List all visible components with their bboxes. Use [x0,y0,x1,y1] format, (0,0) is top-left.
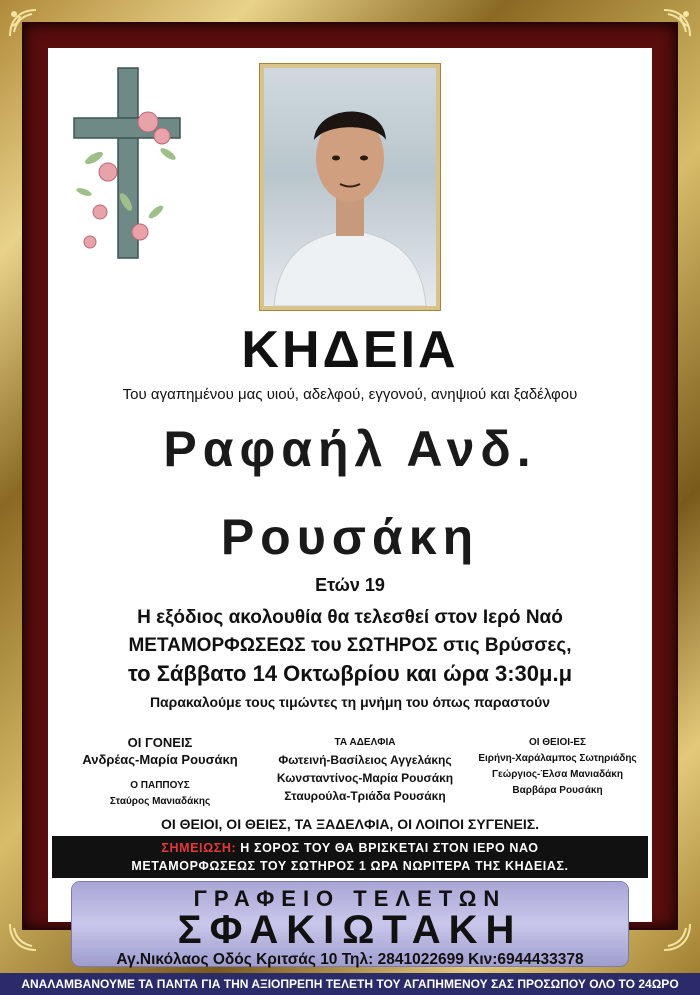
note-label: ΣΗΜΕΙΩΣΗ: [161,841,237,855]
parents-names: Ανδρέας-Μαρία Ρουσάκη [82,752,238,767]
gold-flourish-icon [660,6,694,40]
note-box [52,836,648,878]
office-name: ΣΦΑΚΙΩΤΑΚΗ [177,908,523,952]
relatives-line: ΟΙ ΘΕΙΟΙ, ΟΙ ΘΕΙΕΣ, ΤΑ ΞΑΔΕΛΦΙΑ, ΟΙ ΛΟΙΠΟΙ ΣΥΓΕΝΕΙΣ. [160,816,540,832]
footer-banner: ΑΝΑΛΑΜΒΑΝΟΥΜΕ ΤΑ ΠΑΝΤΑ ΓΙΑ ΤΗΝ ΑΞΙΟΠΡΕΠΗ ΤΕΛΕΤΗ ΤΟΥ ΑΓΑΠΗΜΕΝΟΥ ΣΑΣ ΠΡΟΣΩΠΟΥ ΟΛΟ ΤΟ 24ΩΡΟ [0,973,700,995]
sibling-3: Σταυρούλα-Τριάδα Ρουσάκη [284,789,446,803]
parents-heading: ΟΙ ΓΟΝΕΙΣ [127,735,193,750]
note-text-1: Η ΣΟΡΟΣ ΤΟΥ ΘΑ ΒΡΙΣΚΕΤΑΙ ΣΤΟΝ ΙΕΡΟ ΝΑΟ [236,841,539,855]
request-text: Παρακαλούμε τους τιμώντες τη μνήμη του όπως παραστούν [149,694,551,710]
siblings-heading: ΤΑ ΑΔΕΛΦΙΑ [334,737,396,748]
portrait-photo [264,68,436,306]
service-line-3: το Σάββατο 14 Οκτωβρίου και ώρα 3:30μ.μ [127,661,573,686]
uncles-column [470,735,645,799]
grandfather-names: Σταύρος Μανιαδάκης [109,796,211,807]
parents-column [60,735,260,810]
uncles-heading: ΟΙ ΘΕΙΟΙ-ΕΣ [528,737,587,748]
gold-flourish-icon [660,920,694,954]
sibling-1: Φωτεινή-Βασίλειος Αγγελάκης [278,753,452,767]
sibling-2: Κωνσταντίνος-Μαρία Ρουσάκη [276,771,454,785]
age: Ετών 19 [315,575,385,595]
gold-flourish-icon [6,920,40,954]
note-line-2: ΜΕΤΑΜΟΡΦΩΣΕΩΣ ΤΟΥ ΣΩΤΗΡΟΣ 1 ΩΡΑ ΝΩΡΙΤΕΡΑ ΤΗΣ ΚΗΔΕΙΑΣ. [131,859,569,873]
uncle-1: Ειρήνη-Χαράλαμπος Σωτηριάδης [478,753,637,764]
siblings-column [260,735,470,805]
note-line-1 [52,839,648,857]
portrait-frame [260,64,440,310]
deceased-first-name: Ραφαήλ Ανδ. [163,421,537,477]
office-heading: ΓΡΑΦΕΙΟ ΤΕΛΕΤΩΝ [193,886,507,911]
deceased-surname: Ρουσάκη [220,509,480,565]
grandfather-heading: Ο ΠΑΠΠΟΥΣ [130,780,190,791]
office-address: Αγ.Νικόλαος Οδός Κριτσάς 10 Τηλ: 2841022699 Κιν:6944433378 [116,951,584,968]
service-line-2: ΜΕΤΑΜΟΡΦΩΣΕΩΣ του ΣΩΤΗΡΟΣ στις Βρύσσες, [128,635,572,656]
page-title: ΚΗΔΕΙΑ [241,321,459,379]
uncle-2: Γεώργιος-Έλσα Μανιαδάκη [492,769,623,780]
floral-cross-icon [70,62,188,272]
subtitle: Του αγαπημένου μας υιού, αδελφού, εγγονού, ανηψιού και ξαδέλφου [122,386,578,403]
gold-flourish-icon [6,6,40,40]
uncle-3: Βαρβάρα Ρουσάκη [512,785,603,796]
service-line-1: Η εξόδιος ακολουθία θα τελεσθεί στον Ιερό Ναό [137,607,563,628]
service-details [48,604,652,688]
